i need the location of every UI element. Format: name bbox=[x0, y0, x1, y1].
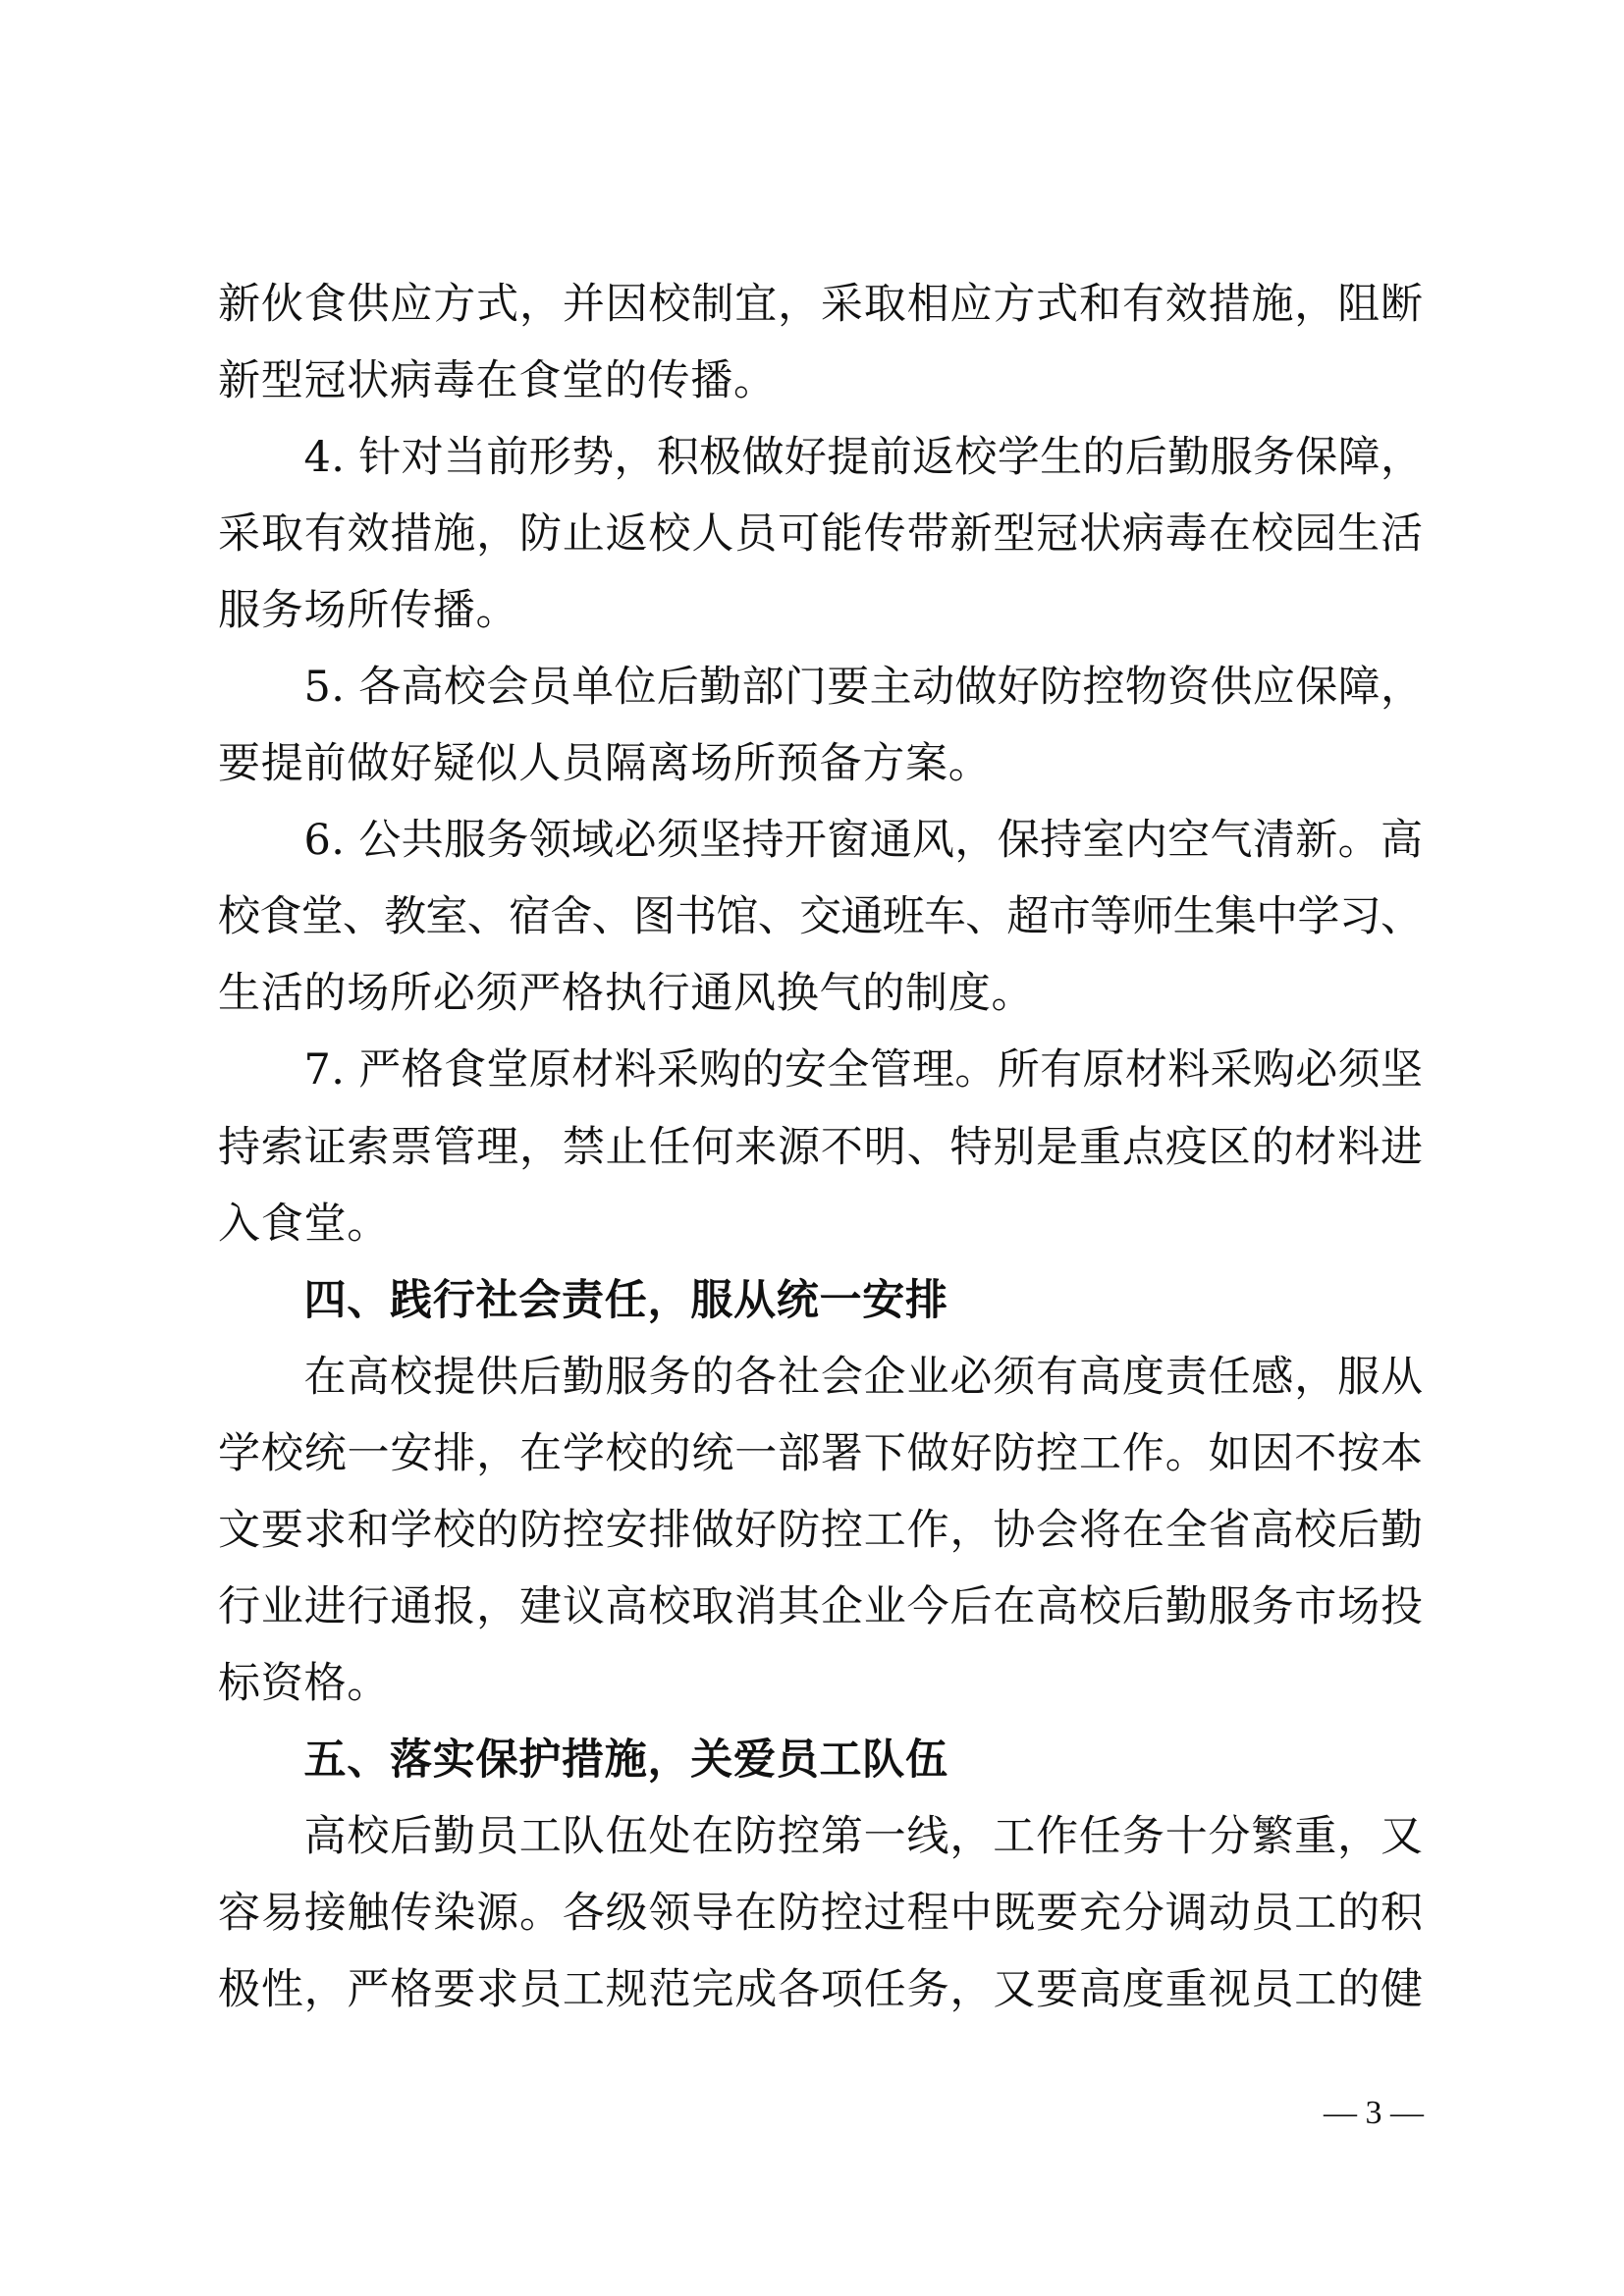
body-text bbox=[218, 266, 1423, 2028]
paragraph-line: 新型冠状病毒在食堂的传播。 bbox=[218, 356, 777, 406]
paragraph-line: 采取有效措施，防止返校人员可能传带新型冠状病毒在校园生活 bbox=[218, 509, 1424, 560]
paragraph-line: 高校后勤员工队伍处在防控第一线，工作任务十分繁重，又 bbox=[303, 1811, 1424, 1861]
paragraph-line: 文要求和学校的防控安排做好防控工作，协会将在全省高校后勤 bbox=[218, 1505, 1424, 1555]
paragraph-line: 新伙食供应方式，并因校制宜，采取相应方式和有效措施，阻断 bbox=[218, 280, 1424, 329]
paragraph-line: 5. 各高校会员单位后勤部门要主动做好防控物资供应保障， bbox=[303, 663, 1424, 713]
paragraph bbox=[218, 649, 1423, 802]
paragraph bbox=[218, 1032, 1423, 1261]
paragraph-line: 生活的场所必须严格执行通风换气的制度。 bbox=[218, 969, 1035, 1019]
paragraph-line: 入食堂。 bbox=[218, 1199, 390, 1249]
paragraph-line: 标资格。 bbox=[218, 1658, 390, 1708]
section-heading: 四、践行社会责任，服从统一安排 bbox=[303, 1275, 948, 1325]
paragraph-line: 校食堂、教室、宿舍、图书馆、交通班车、超市等师生集中学习、 bbox=[218, 892, 1423, 942]
paragraph-line: 极性，严格要求员工规范完成各项任务，又要高度重视员工的健 bbox=[218, 1965, 1424, 2015]
paragraph-line: 学校统一安排，在学校的统一部署下做好防控工作。如因不按本 bbox=[218, 1428, 1424, 1478]
paragraph bbox=[218, 419, 1423, 649]
paragraph-line: 容易接触传染源。各级领导在防控过程中既要充分调动员工的积 bbox=[218, 1888, 1424, 1938]
paragraph-line: 7. 严格食堂原材料采购的安全管理。所有原材料采购必须坚 bbox=[303, 1045, 1424, 1095]
paragraph-line: 4. 针对当前形势，积极做好提前返校学生的后勤服务保障， bbox=[303, 433, 1424, 483]
paragraph bbox=[218, 266, 1423, 419]
paragraph-line: 持索证索票管理，禁止任何来源不明、特别是重点疫区的材料进 bbox=[218, 1122, 1424, 1172]
section-heading: 五、落实保护措施，关爱员工队伍 bbox=[303, 1735, 948, 1785]
paragraph-line: 要提前做好疑似人员隔离场所预备方案。 bbox=[218, 739, 992, 789]
paragraph-line: 行业进行通报，建议高校取消其企业今后在高校后勤服务市场投 bbox=[218, 1581, 1424, 1631]
paragraph-line: 6. 公共服务领域必须坚持开窗通风，保持室内空气清新。高 bbox=[303, 816, 1424, 866]
paragraph bbox=[218, 802, 1423, 1032]
paragraph bbox=[218, 1798, 1423, 2028]
paragraph-line: 在高校提供后勤服务的各社会企业必须有高度责任感，服从 bbox=[303, 1352, 1424, 1402]
paragraph-line: 服务场所传播。 bbox=[218, 586, 519, 636]
paragraph bbox=[218, 1339, 1423, 1722]
page-number: — 3 — bbox=[1324, 2095, 1424, 2131]
